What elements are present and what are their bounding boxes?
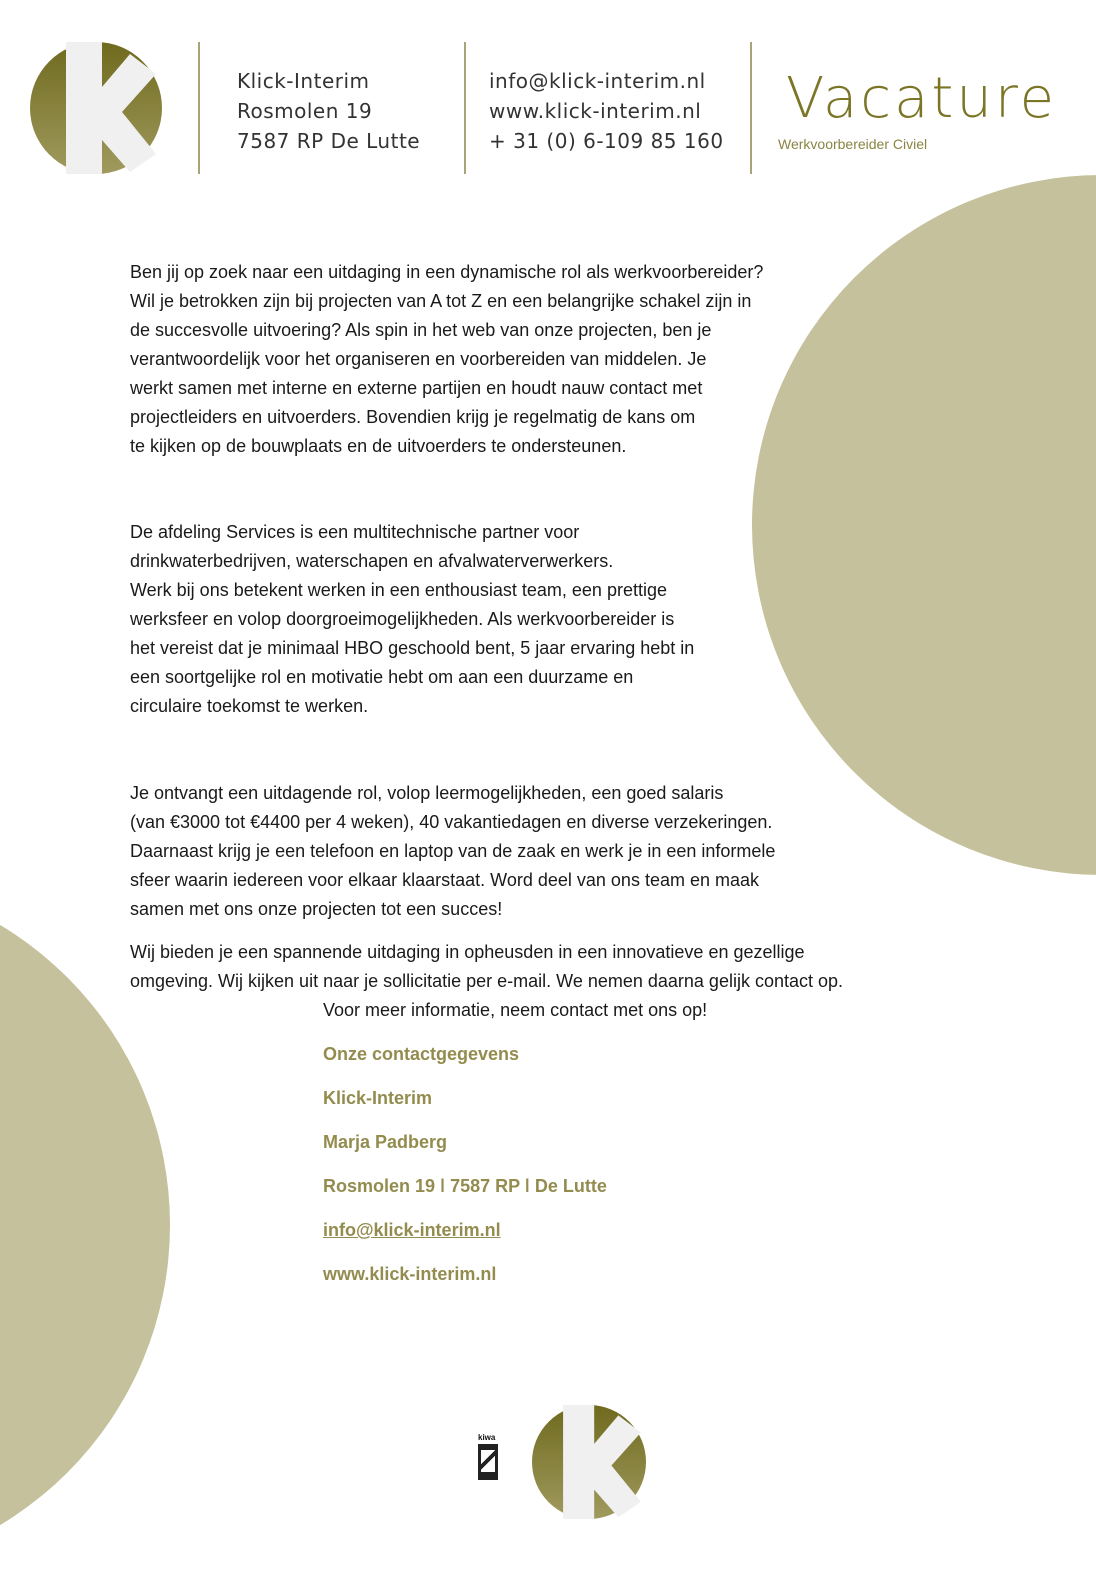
header-website: www.klick-interim.nl — [489, 99, 702, 123]
text-line: De afdeling Services is een multitechnische partner voor — [130, 522, 580, 542]
page-subtitle: Werkvoorbereider Civiel — [778, 136, 928, 152]
kiwa-certification-logo — [478, 1433, 502, 1485]
contact-company: Klick-Interim — [323, 1088, 433, 1108]
text-line: Je ontvangt een uitdagende rol, volop leermogelijkheden, een goed salaris — [130, 783, 724, 803]
paragraph-offer — [130, 779, 775, 924]
text-line: het vereist dat je minimaal HBO geschoold bent, 5 jaar ervaring hebt in — [130, 638, 695, 658]
contact-email-link[interactable]: info@klick-interim.nl — [323, 1220, 501, 1240]
header-email: info@klick-interim.nl — [489, 69, 706, 93]
klick-logo-icon — [30, 42, 162, 174]
text-line: sfeer waarin iedereen voor elkaar klaarstaat. Word deel van ons team en maak — [130, 870, 759, 890]
text-line: omgeving. Wij kijken uit naar je sollicitatie per e-mail. We nemen daarna gelijk contact op. — [130, 971, 844, 991]
paragraph-department — [130, 518, 694, 721]
text-line: drinkwaterbedrijven, waterschapen en afvalwaterverwerkers. — [130, 551, 614, 571]
contact-section — [323, 996, 707, 1288]
text-line: werkt samen met interne en externe partijen en houdt nauw contact met — [130, 378, 703, 398]
header-address — [237, 66, 420, 156]
kiwa-label: kiwa — [478, 1433, 496, 1442]
header-divider — [198, 42, 200, 174]
text-line: een soortgelijke rol en motivatie hebt om aan een duurzame en — [130, 667, 634, 687]
klick-footer-logo-icon — [532, 1405, 646, 1519]
text-line: projectleiders en uitvoerders. Bovendien krijg je regelmatig de kans om — [130, 407, 696, 427]
text-line: Wil je betrokken zijn bij projecten van A tot Z en een belangrijke schakel zijn in — [130, 291, 752, 311]
text-line: verantwoordelijk voor het organiseren en voorbereiden van middelen. Je — [130, 349, 707, 369]
contact-person: Marja Padberg — [323, 1132, 448, 1152]
text-line: te kijken op de bouwplaats en de uitvoerders te ondersteunen. — [130, 436, 627, 456]
decorative-circle-right — [752, 175, 1096, 875]
header-divider — [750, 42, 752, 174]
text-line: Wij bieden je een spannende uitdaging in opheusden in een innovatieve en gezellige — [130, 942, 805, 962]
text-line: samen met ons onze projecten tot een succes! — [130, 899, 503, 919]
text-line: Werk bij ons betekent werken in een enthousiast team, een prettige — [130, 580, 667, 600]
page-title: Vacature — [786, 66, 1058, 131]
paragraph-closing — [130, 938, 843, 996]
contact-website: www.klick-interim.nl — [323, 1264, 497, 1284]
paragraph-intro — [130, 258, 763, 461]
text-line: circulaire toekomst te werken. — [130, 696, 369, 716]
contact-heading: Onze contactgegevens — [323, 1044, 520, 1064]
postal-city: 7587 RP De Lutte — [237, 129, 421, 153]
text-line: (van €3000 tot €4400 per 4 weken), 40 vakantiedagen en diverse verzekeringen. — [130, 812, 773, 832]
header-contact — [489, 66, 724, 156]
text-line: de succesvolle uitvoering? Als spin in het web van onze projecten, ben je — [130, 320, 712, 340]
company-name: Klick-Interim — [237, 69, 370, 93]
header-divider — [464, 42, 466, 174]
contact-address: Rosmolen 19 ǀ 7587 RP ǀ De Lutte — [323, 1176, 607, 1196]
contact-intro: Voor meer informatie, neem contact met ons op! — [323, 1000, 708, 1020]
text-line: Ben jij op zoek naar een uitdaging in een dynamische rol als werkvoorbereider? — [130, 262, 764, 282]
street: Rosmolen 19 — [237, 99, 373, 123]
text-line: werksfeer en volop doorgroeimogelijkheden. Als werkvoorbereider is — [130, 609, 675, 629]
kiwa-mark-icon — [478, 1444, 498, 1480]
header-phone: + 31 (0) 6-109 85 160 — [489, 129, 724, 153]
text-line: Daarnaast krijg je een telefoon en laptop van de zaak en werk je in een informele — [130, 841, 776, 861]
